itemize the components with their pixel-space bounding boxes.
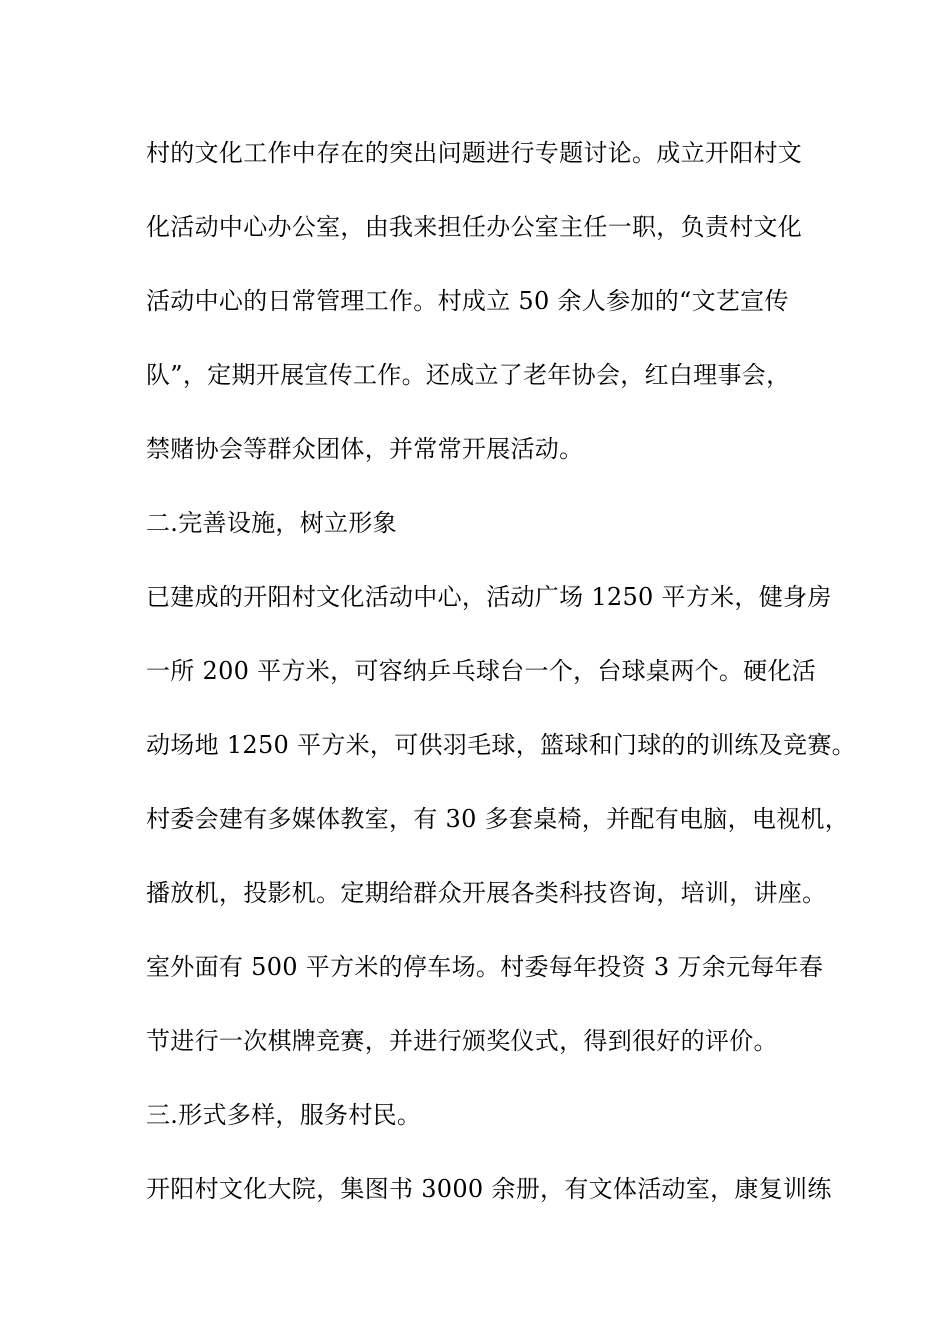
paragraph-line: 村的文化工作中存在的突出问题进行专题讨论。成立开阳村文 (146, 139, 803, 167)
paragraph-line: 动场地 1250 平方米，可供羽毛球，篮球和门球的的训练及竞赛。 (146, 731, 856, 759)
paragraph-line: 活动中心的日常管理工作。村成立 50 余人参加的“文艺宣传 (146, 287, 789, 315)
paragraph-line: 一所 200 平方米，可容纳乒乓球台一个，台球桌两个。硬化活 (146, 657, 817, 685)
paragraph-line: 开阳村文化大院，集图书 3000 余册，有文体活动室，康复训练 (146, 1175, 832, 1203)
paragraph-line: 村委会建有多媒体教室，有 30 多套桌椅，并配有电脑，电视机， (146, 805, 850, 833)
section-heading: 三.形式多样，服务村民。 (146, 1101, 422, 1129)
paragraph-line: 化活动中心办公室，由我来担任办公室主任一职，负责村文化 (146, 213, 803, 241)
section-heading: 二.完善设施，树立形象 (146, 509, 397, 537)
paragraph-line: 播放机，投影机。定期给群众开展各类科技咨询，培训，讲座。 (146, 879, 827, 907)
paragraph-line: 节进行一次棋牌竞赛，并进行颁奖仪式，得到很好的评价。 (146, 1027, 778, 1055)
paragraph-line: 已建成的开阳村文化活动中心，活动广场 1250 平方米，健身房 (146, 583, 832, 611)
paragraph-line: 禁赌协会等群众团体，并常常开展活动。 (146, 435, 584, 463)
paragraph-line: 室外面有 500 平方米的停车场。村委每年投资 3 万余元每年春 (146, 953, 824, 981)
paragraph-line: 队”，定期开展宣传工作。还成立了老年协会，红白理事会， (146, 361, 791, 389)
